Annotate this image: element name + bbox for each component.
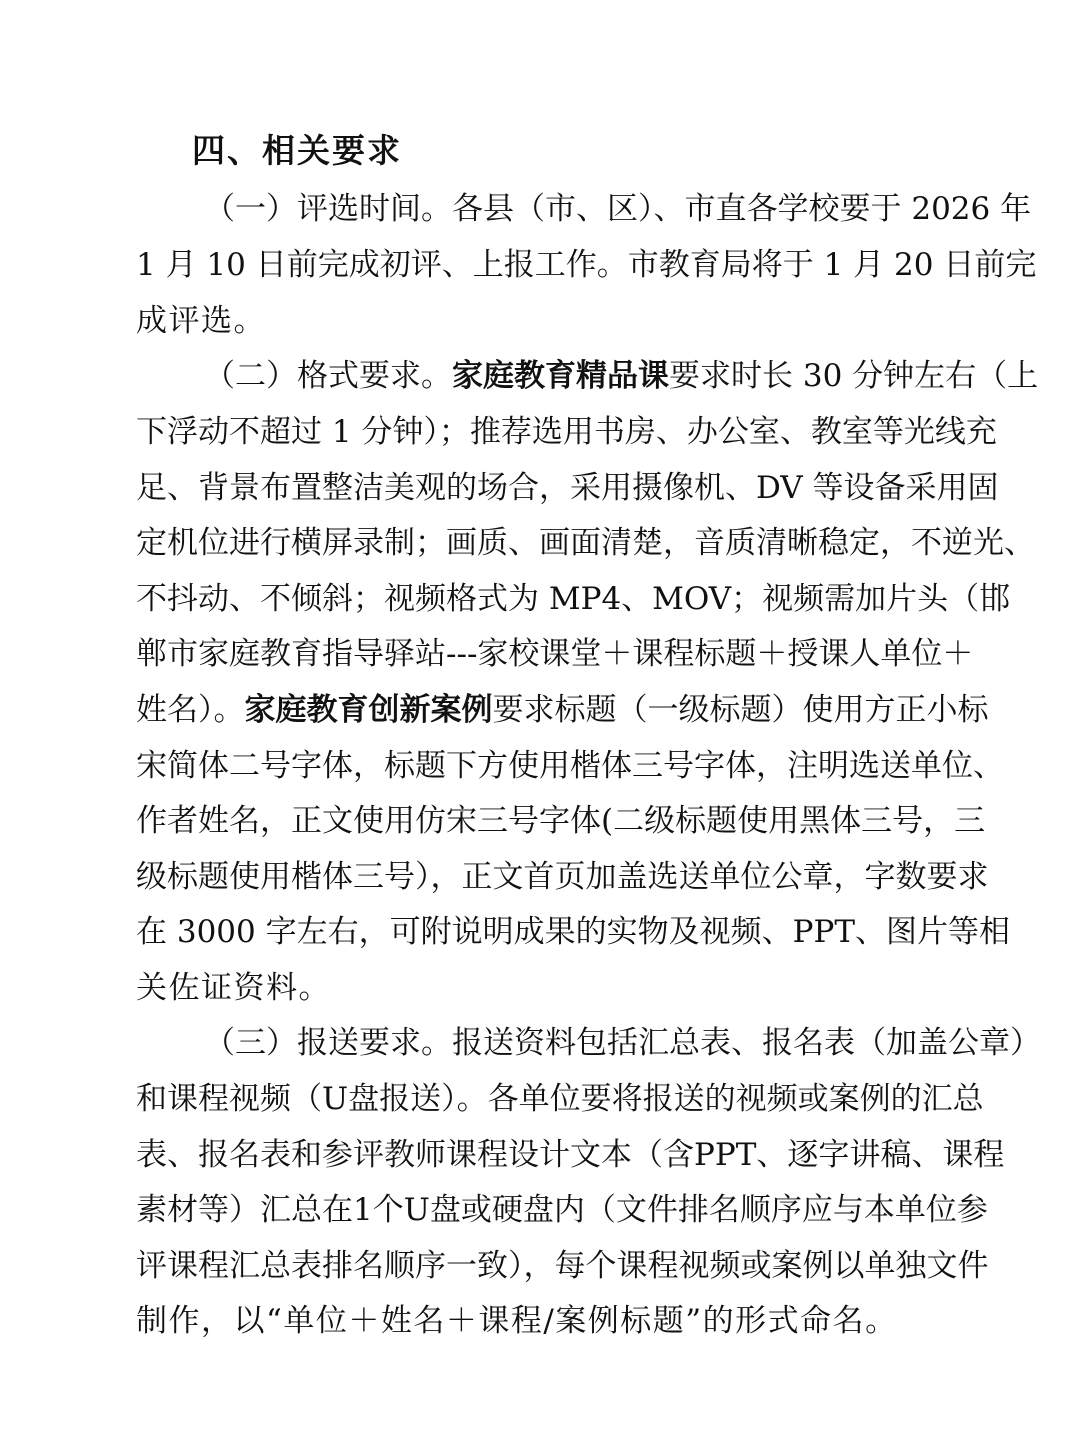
s2-line-11: 在 3000 字左右，可附说明成果的实物及视频、PPT、图片等相	[136, 914, 1010, 950]
s2-line-3: 足、背景布置整洁美观的场合，采用摄像机、DV 等设备采用固	[136, 470, 999, 506]
s2-line-6: 郸市家庭教育指导驿站---家校课堂＋课程标题＋授课人单位＋	[136, 636, 974, 672]
s2-line-1-rest: 要求时长 30 分钟左右（上	[669, 358, 1039, 394]
section-heading: 四、相关要求	[192, 131, 402, 170]
s3-line-5: 评课程汇总表排名顺序一致），每个课程视频或案例以单独文件	[136, 1248, 989, 1284]
s2-line-7-pre: 姓名）。	[136, 692, 245, 728]
s2-label: （二）格式要求。	[204, 358, 452, 394]
s2-line-5: 不抖动、不倾斜；视频格式为 MP4、MOV；视频需加片头（邯	[136, 581, 1011, 617]
s3-label: （三）报送要求。	[204, 1025, 452, 1061]
s1-label: （一）评选时间。	[204, 191, 452, 227]
s3-line-3: 表、报名表和参评教师课程设计文本（含PPT、逐字讲稿、课程	[136, 1137, 1005, 1173]
s2-line-10: 级标题使用楷体三号），正文首页加盖选送单位公章，字数要求	[136, 859, 989, 895]
s2-line-2: 下浮动不超过 1 分钟）；推荐选用书房、办公室、教室等光线充	[136, 414, 997, 450]
s3-line-1-text: 报送资料包括汇总表、报名表（加盖公章）	[452, 1025, 1041, 1061]
s3-line-2: 和课程视频（U盘报送）。各单位要将报送的视频或案例的汇总	[136, 1081, 984, 1117]
s3-line-1	[204, 1018, 1041, 1068]
s2-line-4: 定机位进行横屏录制；画质、画面清楚，音质清晰稳定，不逆光、	[136, 525, 1035, 561]
s1-line-2: 1 月 10 日前完成初评、上报工作。市教育局将于 1 月 20 日前完	[136, 247, 1037, 283]
s2-bold-case: 家庭教育创新案例	[244, 692, 493, 728]
s2-line-12: 关佐证资料。	[136, 970, 331, 1006]
s2-line-8: 宋简体二号字体，标题下方使用楷体三号字体，注明选送单位、	[136, 748, 1004, 784]
s2-line-9: 作者姓名，正文使用仿宋三号字体(二级标题使用黑体三号，三	[136, 803, 986, 839]
s3-line-6: 制作，以“单位＋姓名＋课程/案例标题”的形式命名。	[136, 1303, 898, 1339]
s2-line-1	[204, 351, 1039, 401]
s1-line-1-text: 各县（市、区）、市直各学校要于 2026 年	[452, 191, 1032, 227]
s2-bold-course: 家庭教育精品课	[452, 358, 669, 394]
s1-line-3: 成评选。	[136, 303, 266, 339]
s1-line-1	[204, 184, 1032, 234]
s2-line-7-rest: 要求标题（一级标题）使用方正小标	[492, 692, 989, 728]
s3-line-4: 素材等）汇总在1个U盘或硬盘内（文件排名顺序应与本单位参	[136, 1192, 988, 1228]
s2-line-7	[136, 685, 989, 735]
